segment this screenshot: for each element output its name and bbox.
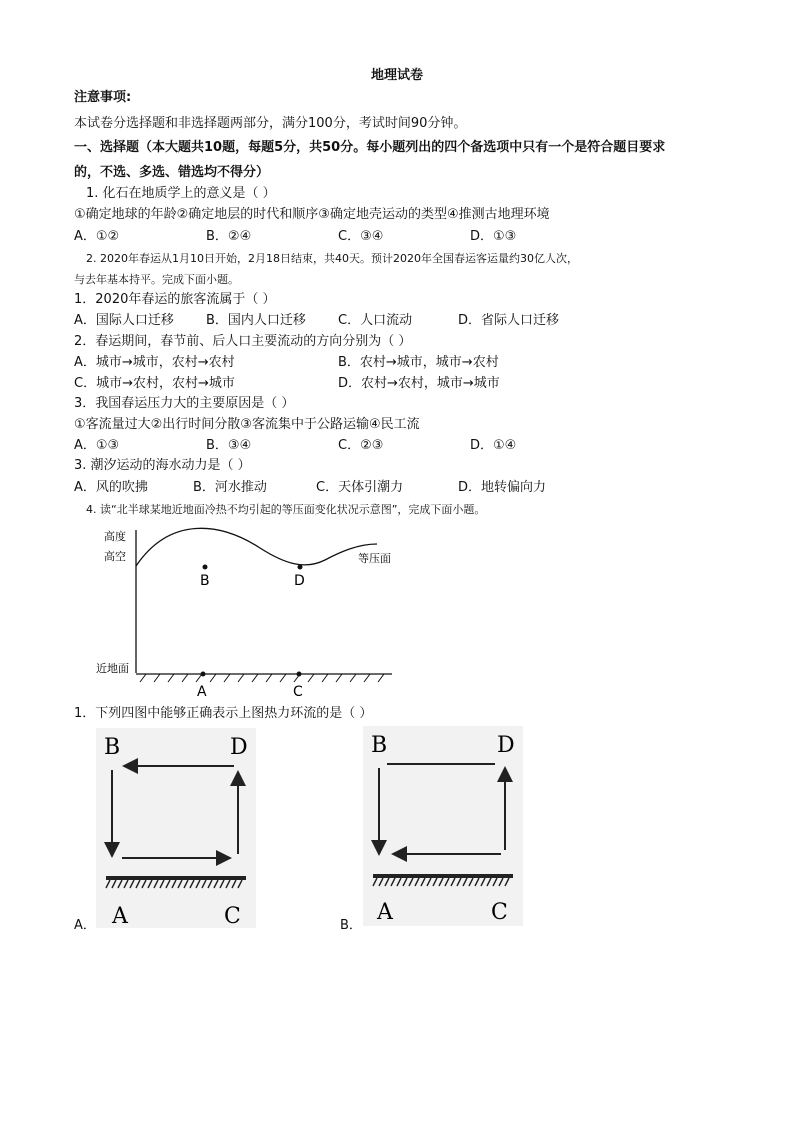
q2-sub2-stem: 2．春运期间，春节前、后人口主要流动的方向分别为（ ） xyxy=(74,334,412,349)
q2-sub2-option-c: C．城市→农村，农村→城市 xyxy=(74,376,235,391)
ground-line xyxy=(136,674,392,682)
section1-heading-line1: 一、选择题（本大题共10题，每题5分，共50分。每小题列出的四个备选项中只有一个是符合题目要求 xyxy=(74,140,666,155)
circulation-diagram-a xyxy=(96,728,256,928)
q3-stem: 3. 潮汐运动的海水动力是（ ） xyxy=(74,458,251,473)
point-a-marker xyxy=(201,672,206,677)
q2-sub2-option-d: D．农村→农村，城市→城市 xyxy=(338,376,500,391)
q4-sub1-option-b: B． xyxy=(340,918,362,933)
q1-option-a: A．①② xyxy=(74,229,120,244)
page-title: 地理试卷 xyxy=(370,68,423,83)
point-c-marker xyxy=(297,672,302,677)
q1-option-b: B．②④ xyxy=(206,229,252,244)
section1-heading-line2: 的，不选、多选、错选均不得分） xyxy=(74,165,270,180)
height-axis-label: 高度 xyxy=(104,530,126,543)
q2-sub1-stem: 1．2020年春运的旅客流属于（ ） xyxy=(74,292,276,307)
q3-option-b: B．河水推动 xyxy=(193,480,267,495)
q2-sub1-option-b: B．国内人口迁移 xyxy=(206,313,306,328)
high-altitude-label: 高空 xyxy=(104,550,126,563)
diagram-b-label-b: B xyxy=(371,733,388,758)
q1-stem: 1. 化石在地质学上的意义是（ ） xyxy=(86,186,276,201)
point-c-label: C xyxy=(293,684,303,700)
isobar-curve xyxy=(136,528,377,566)
q4-intro: 4. 读“北半球某地近地面冷热不均引起的等压面变化状况示意图”，完成下面小题。 xyxy=(86,503,486,516)
q2-intro-line2: 与去年基本持平。完成下面小题。 xyxy=(74,273,239,286)
diagram-b-label-d: D xyxy=(497,733,515,758)
ground-level-label: 近地面 xyxy=(96,662,129,675)
point-a-label: A xyxy=(197,684,207,700)
q3-option-c: C．天体引潮力 xyxy=(316,480,404,495)
q1-items: ①确定地球的年龄②确定地层的时代和顺序③确定地壳运动的类型④推测古地理环境 xyxy=(74,207,550,222)
point-d-marker xyxy=(298,565,303,570)
q2-intro-line1: 2. 2020年春运从1月10日开始，2月18日结束，共40天。预计2020年全国春运客运量约30亿人次， xyxy=(86,252,578,265)
point-b-label: B xyxy=(200,573,210,589)
diagram-a-label-d: D xyxy=(230,735,248,760)
q1-option-d: D．①③ xyxy=(470,229,517,244)
q2-sub3-stem: 3．我国春运压力大的主要原因是（ ） xyxy=(74,396,295,411)
point-b-marker xyxy=(203,565,208,570)
diagram-b-label-a: A xyxy=(377,900,393,925)
q2-sub3-items: ①客流量过大②出行时间分散③客流集中于公路运输④民工流 xyxy=(74,417,420,432)
circulation-diagram-b xyxy=(363,726,523,926)
q2-sub2-option-b: B．农村→城市，城市→农村 xyxy=(338,355,499,370)
point-d-label: D xyxy=(294,573,305,589)
diagram-a-label-c: C xyxy=(224,904,241,929)
q3-option-a: A．风的吹拂 xyxy=(74,480,148,495)
q3-option-d: D．地转偏向力 xyxy=(458,480,547,495)
q2-sub1-option-a: A．国际人口迁移 xyxy=(74,313,174,328)
q4-sub1-option-a: A． xyxy=(74,918,96,933)
q2-sub1-option-d: D．省际人口迁移 xyxy=(458,313,560,328)
notice-heading: 注意事项: xyxy=(74,90,132,105)
q2-sub3-option-b: B．③④ xyxy=(206,438,252,453)
diagram-a-label-b: B xyxy=(104,735,121,760)
q4-sub1-stem: 1．下列四图中能够正确表示上图热力环流的是（ ） xyxy=(74,706,373,721)
q2-sub3-option-d: D．①④ xyxy=(470,438,517,453)
q2-sub3-option-a: A．①③ xyxy=(74,438,120,453)
q2-sub1-option-c: C．人口流动 xyxy=(338,313,413,328)
q1-option-c: C．③④ xyxy=(338,229,384,244)
diagram-a-label-a: A xyxy=(112,904,128,929)
isobar-diagram xyxy=(96,520,410,705)
isobar-label: 等压面 xyxy=(358,552,391,565)
q2-sub3-option-c: C．②③ xyxy=(338,438,384,453)
notice-text: 本试卷分选择题和非选择题两部分，满分100分，考试时间90分钟。 xyxy=(74,116,467,131)
diagram-b-label-c: C xyxy=(491,900,508,925)
q2-sub2-option-a: A．城市→城市，农村→农村 xyxy=(74,355,235,370)
